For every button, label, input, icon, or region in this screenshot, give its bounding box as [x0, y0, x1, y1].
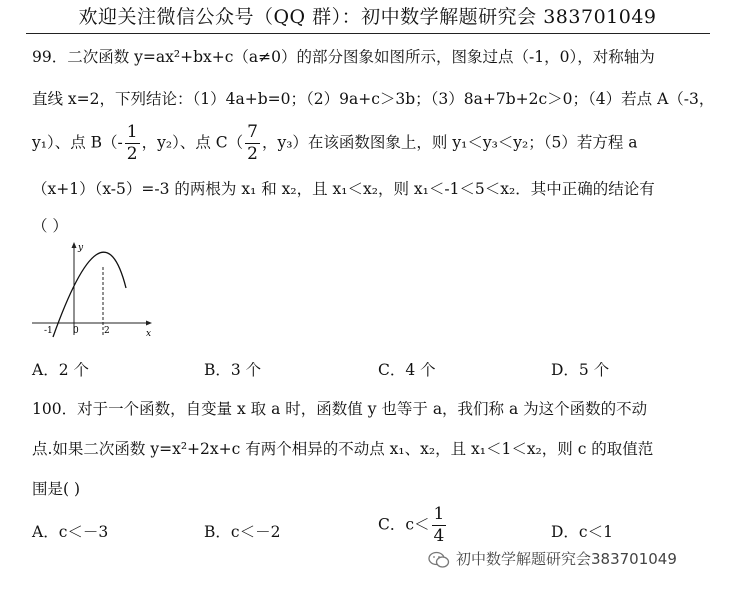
fraction-numerator: 7 [247, 122, 258, 142]
watermark-text: 初中数学解题研究会383701049 [456, 550, 677, 568]
q99-line-1: 99．二次函数 y=ax²+bx+c（a≠0）的部分图象如图所示，图象过点（-1，0），对称轴为 [32, 48, 655, 66]
q99-line-4: （x+1）（x-5）=-3 的两根为 x₁ 和 x₂，且 x₁＜x₂，则 x₁＜-1＜5＜x₂．其中正确的结论有 [32, 180, 655, 198]
parabola-curve [53, 252, 126, 337]
q100-option-a: A．c＜－3 [32, 523, 109, 541]
fraction-denominator: 2 [247, 144, 258, 164]
q100-option-c [378, 506, 448, 545]
q99-line-3-a: y₁）、点 B（- [32, 133, 123, 152]
q100-option-b: B．c＜－2 [204, 523, 281, 541]
fraction-denominator: 4 [433, 526, 445, 546]
fraction-one-quarter [432, 506, 447, 545]
q99-line-5: （ ） [32, 217, 68, 235]
x-axis-arrow-icon [146, 321, 152, 326]
fraction-numerator: 1 [126, 122, 138, 142]
q99-line-3-c: ，y₃）在该函数图象上，则 y₁＜y₃＜y₂；（5）若方程 a [261, 133, 638, 152]
q99-option-c: C．4 个 [378, 361, 436, 379]
fraction-denominator: 2 [126, 144, 138, 164]
fraction-seven-halves [245, 124, 260, 163]
q100-line-1: 100．对于一个函数，自变量 x 取 a 时，函数值 y 也等于 a，我们称 a 为这个函数的不动 [32, 400, 648, 418]
watermark [428, 548, 677, 569]
page-header: 欢迎关注微信公众号（QQ 群）：初中数学解题研究会 383701049 [78, 6, 657, 28]
x-axis-label: x [146, 329, 152, 339]
parabola-graph [32, 240, 156, 340]
fraction-numerator: 1 [433, 504, 445, 524]
q100-line-3: 围是( ) [32, 480, 81, 498]
y-axis-arrow-icon [72, 242, 77, 248]
q99-line-2: 直线 x=2，下列结论：（1）4a+b=0；（2）9a+c＞3b；（3）8a+7b+2c＞0；（4）若点 A（-3， [32, 90, 715, 108]
tick-label-2: 2 [104, 326, 110, 336]
q99-option-b: B．3 个 [204, 361, 262, 379]
tick-label-0: 0 [73, 326, 79, 336]
q100-option-c-prefix: C．c＜ [378, 515, 430, 534]
tick-label-neg-1: -1 [44, 326, 53, 336]
wechat-icon [428, 551, 450, 569]
q99-option-d: D．5 个 [551, 361, 610, 379]
q100-option-d: D．c＜1 [551, 523, 613, 541]
q99-line-3-b: ，y₂）、点 C（ [141, 133, 244, 152]
y-axis-label: y [78, 243, 84, 253]
q100-line-2: 点.如果二次函数 y=x²+2x+c 有两个相异的不动点 x₁、x₂，且 x₁＜1＜x₂，则 c 的取值范 [32, 440, 654, 458]
fraction-neg-half [125, 124, 140, 163]
q99-option-a: A．2 个 [32, 361, 89, 379]
q99-line-3 [32, 124, 638, 163]
header-divider [26, 33, 710, 34]
